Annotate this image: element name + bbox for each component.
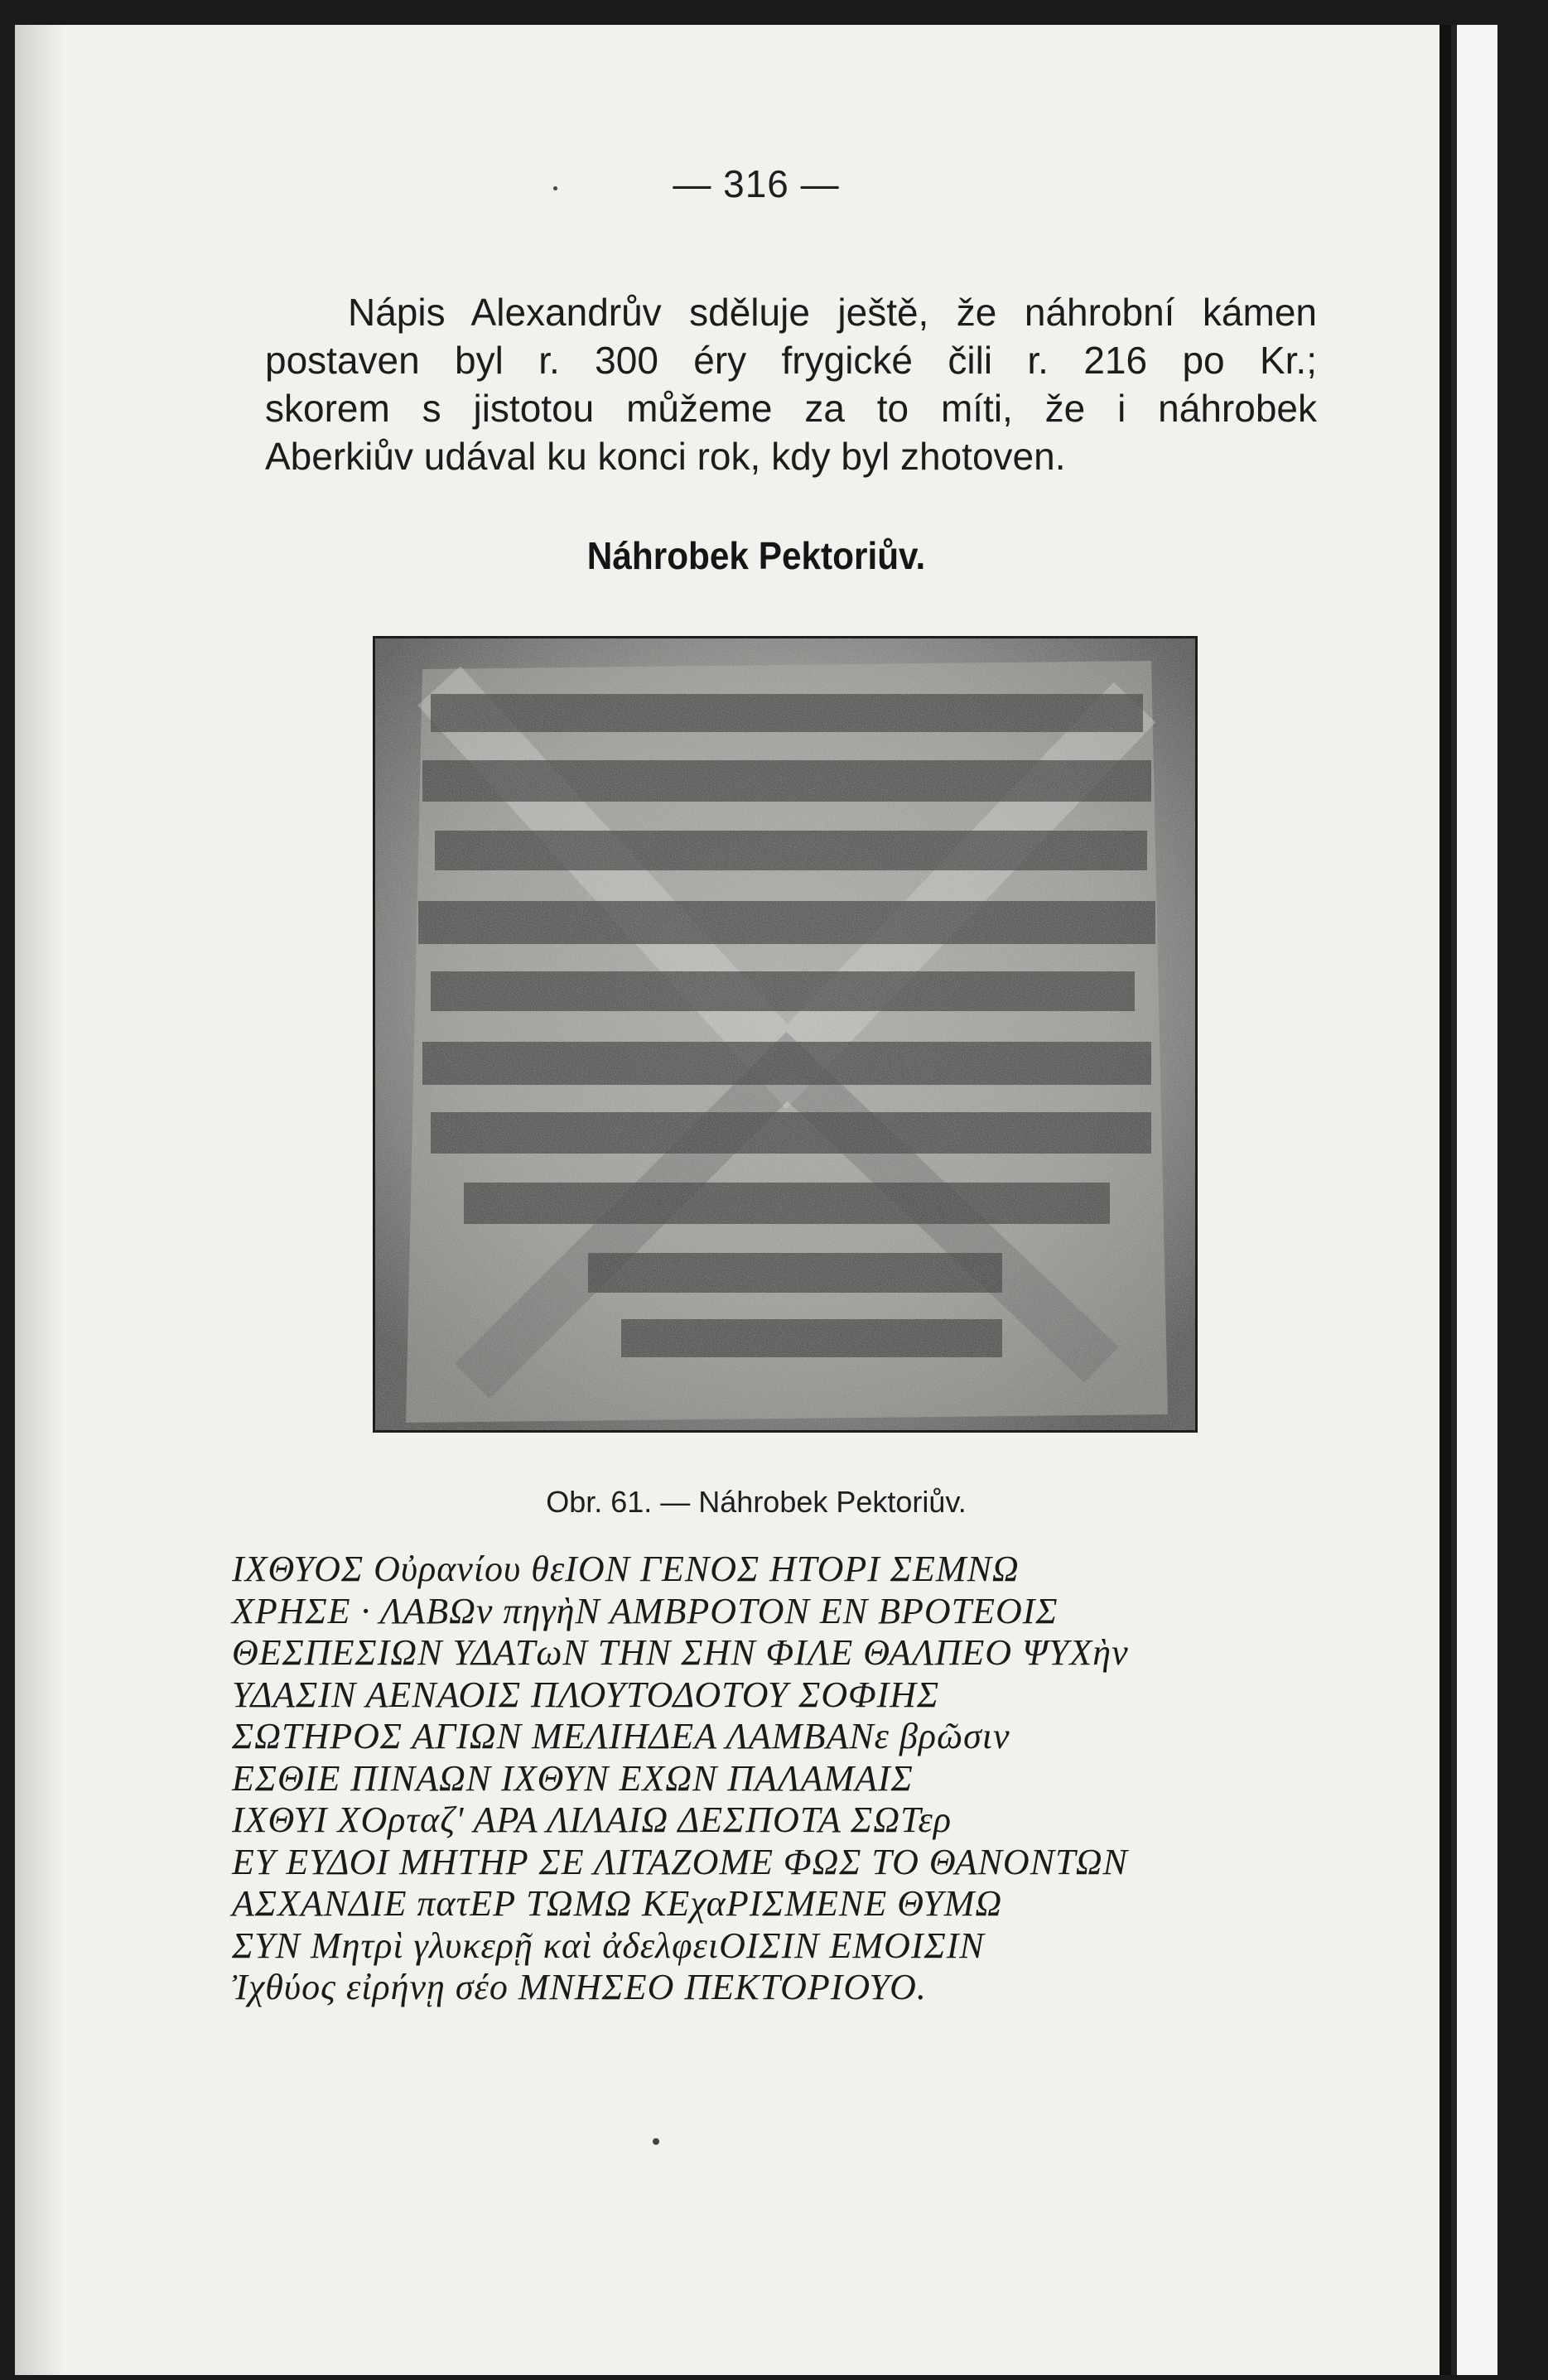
inscription-line: ΙΧΘΥΟΣ Οὐρανίου θεΙΟΝ ΓΕΝΟΣ ΗΤΟΡΙ ΣΕΜΝΩ: [232, 1549, 1020, 1589]
next-page-paper: [1451, 25, 1497, 2375]
inscription-line: Ἰχθύος εἰρήνῃ σέο ΜΝΗΣΕΟ ΠΕΚΤΟΡΙΟΥΟ.: [232, 1967, 927, 2007]
page-number: — 316 —: [673, 162, 840, 205]
paragraph-line: skorem s jistotou můžeme za to míti, že i náhrobek: [265, 387, 1317, 430]
print-speck: [553, 186, 557, 190]
next-page-edge: [1439, 25, 1497, 2375]
print-speck: [653, 2138, 659, 2145]
paragraph-line: Nápis Alexandrův sděluje ještě, že náhrobní kámen: [348, 291, 1317, 334]
inscription-line: ΣΩΤΗΡΟΣ ΑΓΙΩΝ ΜΕΛΙΗΔΕΑ ΛΑΜΒΑΝε βρῶσιν: [232, 1716, 1010, 1756]
inscription-line: ΙΧΘΥΙ ΧΟρταζ' ΑΡΑ ΛΙΛΑΙΩ ΔΕΣΠΟΤΑ ΣΩΤερ: [232, 1799, 952, 1840]
inscription-line: ΘΕΣΠΕΣΙΩΝ ΥΔΑΤωΝ ΤΗΝ ΣΗΝ ΦΙΛΕ ΘΑΛΠΕΟ ΨΥΧὴν: [232, 1632, 1129, 1673]
tombstone-image: [373, 636, 1198, 1433]
paragraph-line: Aberkiův udával ku konci rok, kdy byl zhotoven.: [265, 435, 1066, 478]
inscription-line: ΕΣΘΙΕ ΠΙΝΑΩΝ ΙΧΘΥΝ ΕΧΩΝ ΠΑΛΑΜΑΙΣ: [232, 1757, 914, 1799]
section-heading: Náhrobek Pektoriův.: [586, 534, 926, 577]
body-paragraph: [265, 288, 1317, 480]
inscription-line: ΕΥ ΕΥΔΟΙ ΜΗΤΗΡ ΣΕ ΛΙΤΑΖΟΜΕ ΦΩΣ ΤΟ ΘΑΝΟΝΤΩΝ: [232, 1841, 1128, 1882]
tombstone-photograph: [373, 636, 1198, 1433]
book-page: [15, 25, 1497, 2375]
inscription-line: ΧΡΗΣΕ · ΛΑΒΩν πηγὴΝ ΑΜΒΡΟΤΟΝ ΕΝ ΒΡΟΤΕΟΙΣ: [232, 1590, 1059, 1631]
figure-caption: Obr. 61. — Náhrobek Pektoriův.: [546, 1485, 967, 1519]
paragraph-line: postaven byl r. 300 éry frygické čili r. 216 po Kr.;: [265, 339, 1317, 382]
inscription-line: ΑΣΧΑΝΔΙΕ πατΕΡ ΤΩΜΩ ΚΕχαΡΙΣΜΕΝΕ ΘΥΜΩ: [232, 1883, 1003, 1924]
page-edge-shadow: [15, 25, 65, 2375]
inscription-line: ΣΥΝ Μητρὶ γλυκερῇ καὶ ἀδελφειΟΙΣΙΝ ΕΜΟΙΣΙΝ: [232, 1925, 985, 1966]
inscription-line: ΥΔΑΣΙΝ ΑΕΝΑΟΙΣ ΠΛΟΥΤΟΔΟΤΟΥ ΣΟΦΙΗΣ: [232, 1674, 940, 1715]
greek-inscription: [232, 1549, 1391, 2009]
